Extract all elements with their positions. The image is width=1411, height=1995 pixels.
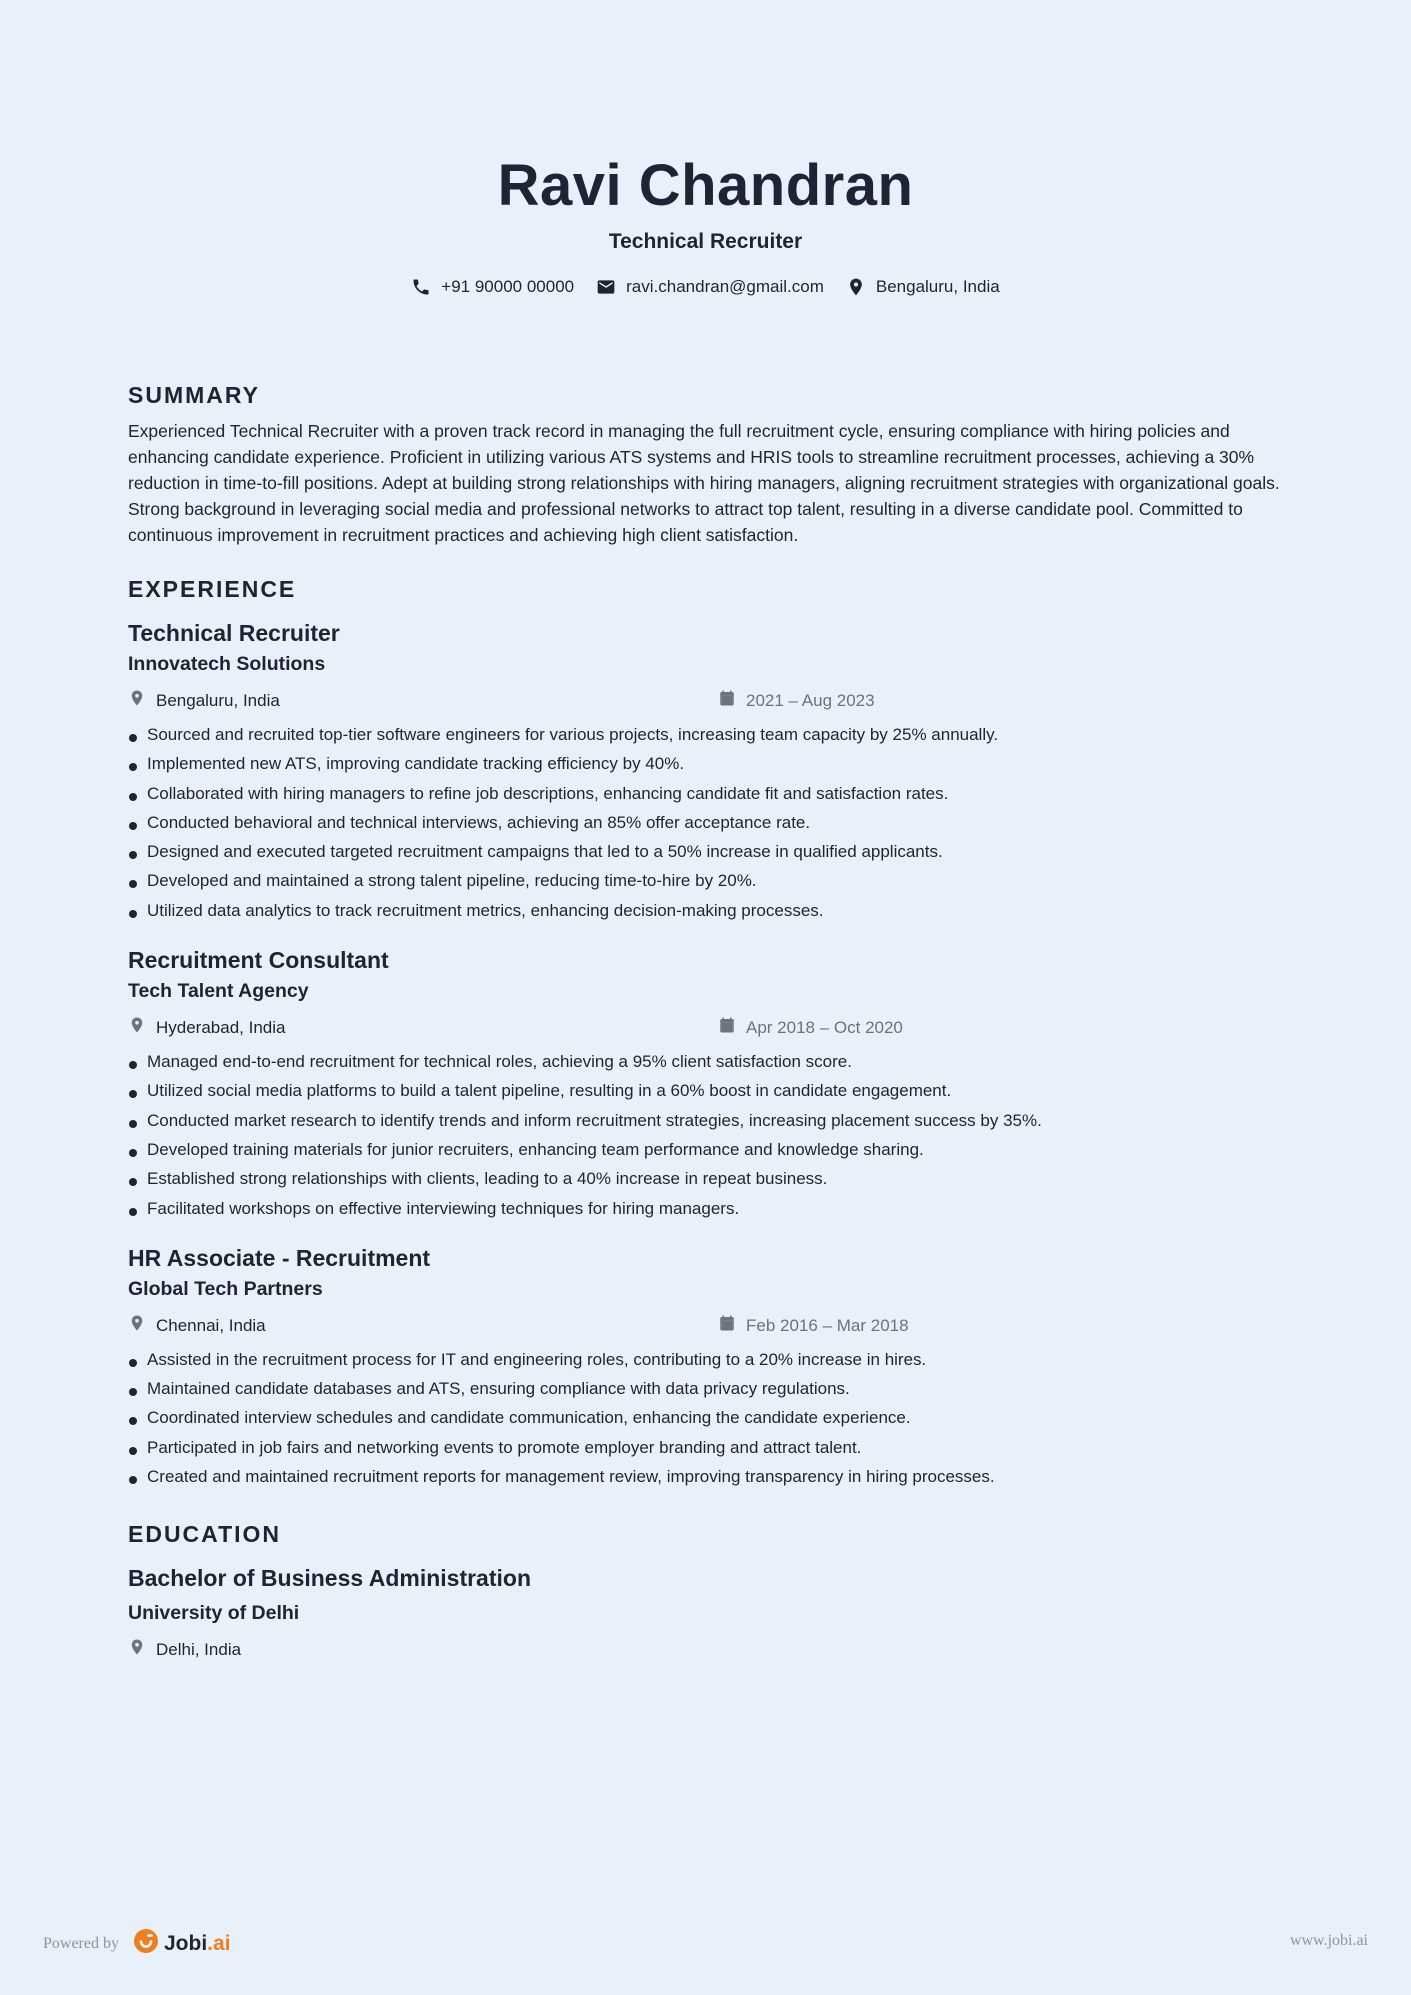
job-bullets [128,720,1288,925]
location-pin-icon [128,1637,146,1663]
calendar-icon [718,1314,736,1338]
job-title: Recruitment Consultant [128,947,389,974]
experience-heading: EXPERIENCE [128,576,297,602]
location-text: Bengaluru, India [875,277,1000,296]
job-dates: 2021 – Aug 2023 [746,691,875,710]
education-degree: Bachelor of Business Administration [128,1565,531,1592]
job-bullet: Coordinated interview schedules and candidate communication, enhancing the candidate experience. [128,1403,1288,1432]
location-pin-icon [128,688,146,714]
job-bullet: Developed and maintained a strong talent pipeline, reducing time-to-hire by 20%. [128,866,1288,895]
education-location: Delhi, India [156,1640,242,1660]
job-bullet: Implemented new ATS, improving candidate tracking efficiency by 40%. [128,749,1288,778]
job-meta [128,1313,1288,1339]
footer-branding [43,1928,231,1960]
website-link[interactable]: www.jobi.ai [1289,1932,1368,1949]
summary-heading: SUMMARY [128,382,260,408]
location-pin-icon [128,1313,146,1339]
job-bullet: Managed end-to-end recruitment for technical roles, achieving a 95% client satisfaction score. [128,1047,1288,1076]
contact-phone [411,277,574,297]
job-bullet: Maintained candidate databases and ATS, ensuring compliance with data privacy regulations. [128,1374,1288,1403]
education-meta [128,1637,1288,1663]
job-title: Technical Recruiter [128,620,340,646]
phone-icon [411,277,431,297]
job-meta [128,688,1288,714]
contact-email [596,277,824,297]
logo-suffix: .ai [207,1932,231,1955]
education-section [128,1519,1288,1663]
location-pin-icon [846,276,866,298]
job-entry [128,618,1288,925]
job-location: Bengaluru, India [156,691,280,710]
job-dates: Feb 2016 – Mar 2018 [746,1315,909,1335]
candidate-name: Ravi Chandran [497,153,914,218]
job-company: Global Tech Partners [128,1277,323,1300]
location-pin-icon [128,1015,146,1041]
contact-location [846,276,1000,298]
powered-by-text: Powered by [43,1935,119,1952]
email-icon [596,277,616,297]
job-bullet: Created and maintained recruitment reports for management review, improving transparency in hiring processes. [128,1462,1288,1491]
job-bullet: Collaborated with hiring managers to refine job descriptions, enhancing candidate fit and satisfaction rates. [128,779,1288,808]
job-bullet: Participated in job fairs and networking events to promote employer branding and attract talent. [128,1433,1288,1462]
jobi-logo-icon [133,1928,159,1960]
experience-section [128,574,1288,1491]
job-location: Chennai, India [156,1315,266,1335]
education-heading: EDUCATION [128,1521,282,1548]
job-bullet: Conducted behavioral and technical interviews, achieving an 85% offer acceptance rate. [128,808,1288,837]
job-bullet: Utilized data analytics to track recruitment metrics, enhancing decision-making processes. [128,896,1288,925]
summary-text: Experienced Technical Recruiter with a proven track record in managing the full recruitment cycle, ensuring compliance with hiring policies and enhancing candidate experience. Proficient in utilizing various ATS systems and HRIS tools to streamline recruitment processes, achieving a 30% reduction in time-to-fill positions. Adept at building strong relationships with hiring managers, aligning recruitment strategies with organizational goals. Strong background in leveraging social media and professional networks to attract top talent, resulting in a diverse candidate pool. Committed to continuous improvement in recruitment practices and achieving high client satisfaction. [128,421,1280,545]
job-title: HR Associate - Recruitment [128,1244,431,1271]
job-bullet: Utilized social media platforms to build a talent pipeline, resulting in a 60% boost in candidate engagement. [128,1076,1288,1105]
education-school: University of Delhi [128,1602,300,1625]
calendar-icon [718,689,736,713]
jobi-logo[interactable] [133,1928,231,1960]
job-bullet: Facilitated workshops on effective interviewing techniques for hiring managers. [128,1194,1288,1223]
resume-content [128,380,1288,1663]
job-meta [128,1015,1288,1041]
phone-number[interactable]: +91 90000 00000 [441,277,575,296]
job-bullet: Designed and executed targeted recruitment campaigns that led to a 50% increase in qualified applicants. [128,837,1288,866]
summary-section [128,380,1288,548]
calendar-icon [718,1016,736,1040]
contact-info [0,276,1411,298]
job-bullet: Assisted in the recruitment process for IT and engineering roles, contributing to a 20% increase in hires. [128,1345,1288,1374]
job-company: Tech Talent Agency [128,980,309,1003]
job-company: Innovatech Solutions [128,653,326,675]
candidate-title: Technical Recruiter [608,230,803,253]
job-bullet: Developed training materials for junior recruiters, enhancing team performance and knowledge sharing. [128,1135,1288,1164]
job-bullets [128,1345,1288,1491]
job-entry [128,945,1288,1223]
job-dates: Apr 2018 – Oct 2020 [746,1018,903,1038]
job-bullet: Sourced and recruited top-tier software engineers for various projects, increasing team capacity by 25% annually. [128,720,1288,749]
job-bullet: Established strong relationships with clients, leading to a 40% increase in repeat business. [128,1164,1288,1193]
job-bullets [128,1047,1288,1223]
resume-header [0,150,1411,298]
job-bullet: Conducted market research to identify trends and inform recruitment strategies, increasing placement success by 35%. [128,1106,1288,1135]
logo-text: Jobi [163,1932,208,1955]
email-address[interactable]: ravi.chandran@gmail.com [626,277,824,296]
job-entry [128,1243,1288,1491]
job-location: Hyderabad, India [156,1018,286,1038]
